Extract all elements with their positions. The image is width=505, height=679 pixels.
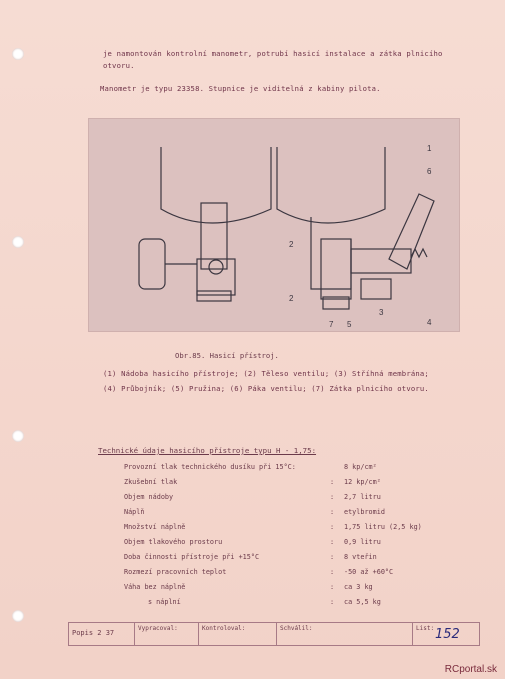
footer-sheet (413, 623, 479, 645)
footer-approved-by: Schválil: (277, 623, 413, 645)
figure-label: 3 (379, 308, 384, 317)
tech-value: ca 3 kg (344, 583, 373, 591)
tech-value: -50 až +60°C (344, 568, 394, 576)
footer-section: Popis 2 37 (69, 623, 135, 645)
figure-caption: Obr.85. Hasicí přístroj. (175, 351, 279, 360)
punch-hole (12, 48, 24, 60)
punch-hole (12, 430, 24, 442)
figure-label: 5 (347, 320, 352, 329)
figure-label: 6 (427, 167, 432, 176)
punch-hole (12, 610, 24, 622)
tech-label: Provozní tlak technického dusíku při 15°C: (124, 463, 296, 471)
tech-label: s náplní (148, 598, 181, 606)
footer-prepared-by: Vypracoval: (135, 623, 199, 645)
tech-value: 0,9 litru (344, 538, 381, 546)
tech-sep: : (330, 478, 335, 486)
tech-label: Objem nádoby (124, 493, 174, 501)
figure-label: 1 (427, 144, 432, 153)
figure-label: 2 (289, 240, 294, 249)
punch-hole (12, 236, 24, 248)
footer-sheet-label: List: (416, 625, 435, 632)
extinguisher-figure (88, 118, 460, 332)
intro-line: otvoru. (103, 61, 135, 70)
tech-value: 2,7 litru (344, 493, 381, 501)
page-number: 152 (435, 627, 460, 642)
intro-line: Manometr je typu 23358. Stupnice je viditelná z kabiny pilota. (100, 84, 381, 93)
figure-label: 2 (289, 294, 294, 303)
tech-label: Množství náplně (124, 523, 186, 531)
tech-label: Zkušební tlak (124, 478, 178, 486)
tech-sep: : (330, 568, 335, 576)
watermark-logo: RCportal.sk (444, 664, 497, 675)
tech-sep: : (330, 493, 335, 501)
tech-sep: : (330, 598, 335, 606)
tech-label: Váha bez náplně (124, 583, 186, 591)
tech-sep: : (330, 538, 335, 546)
document-footer (68, 622, 480, 646)
legend-line: (4) Průbojník; (5) Pružina; (6) Páka ventilu; (7) Zátka plnicího otvoru. (103, 384, 429, 393)
tech-value: 1,75 litru (2,5 kg) (344, 523, 422, 531)
tech-label: Objem tlakového prostoru (124, 538, 223, 546)
tech-value: 8 vteřin (344, 553, 377, 561)
footer-checked-by: Kontroloval: (199, 623, 277, 645)
tech-label: Rozmezí pracovních teplot (124, 568, 227, 576)
figure-label: 4 (427, 318, 432, 327)
tech-sep: : (330, 583, 335, 591)
legend-line: (1) Nádoba hasicího přístroje; (2) Těleso ventilu; (3) Stříhná membrána; (103, 369, 429, 378)
tech-title: Technické údaje hasicího přístroje typu H - 1,75: (98, 446, 317, 455)
tech-sep: : (330, 508, 335, 516)
tech-value: ca 5,5 kg (344, 598, 381, 606)
tech-sep: : (330, 553, 335, 561)
tech-value: 8 kp/cm² (344, 463, 377, 471)
tech-sep: : (330, 523, 335, 531)
tech-value: etylbromid (344, 508, 385, 516)
figure-label: 7 (329, 320, 334, 329)
tech-label: Náplň (124, 508, 145, 516)
tech-value: 12 kp/cm² (344, 478, 381, 486)
extinguisher-drawing (89, 119, 459, 331)
intro-line: je namontován kontrolní manometr, potrubí hasicí instalace a zátka plnicího (103, 49, 443, 58)
tech-label: Doba činnosti přístroje při +15°C (124, 553, 260, 561)
